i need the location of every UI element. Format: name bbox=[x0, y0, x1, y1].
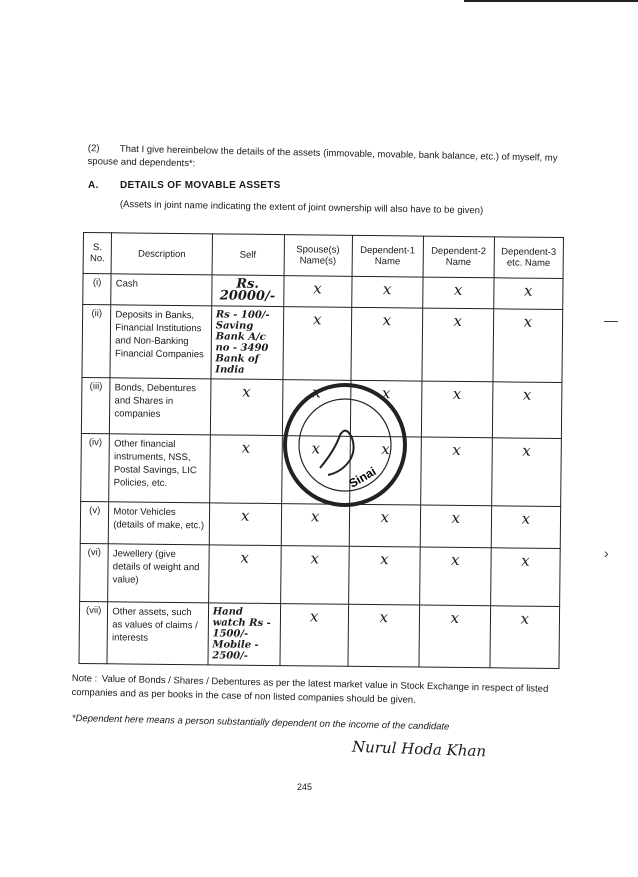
official-seal bbox=[280, 380, 410, 510]
col-spouse: Spouse(s) Name(s) bbox=[284, 235, 353, 277]
dependent-2-value bbox=[422, 308, 494, 382]
dependent-3-value bbox=[492, 382, 562, 439]
row-sno: (i) bbox=[83, 274, 112, 305]
dependent-footnote: *Dependent here means a person substantially dependent on the income of the candidate bbox=[71, 712, 450, 733]
margin-mark: › bbox=[604, 545, 609, 561]
row-sno: (vi) bbox=[80, 543, 109, 601]
dependent-3-value bbox=[490, 548, 560, 607]
handwritten-entry: Rs. 20000/- bbox=[219, 276, 276, 305]
row-description: Bonds, Debentures and Shares in companies bbox=[110, 378, 211, 435]
row-description: Other financial instruments, NSS, Postal Savings, LIC Policies, etc. bbox=[109, 434, 210, 503]
row-description: Deposits in Banks, Financial Institutions and Non-Banking Financial Companies bbox=[110, 305, 211, 379]
self-value bbox=[211, 275, 283, 307]
section-letter: A. bbox=[88, 180, 99, 191]
clause-2 bbox=[87, 142, 567, 178]
page-number: 245 bbox=[297, 782, 313, 792]
dependent-3-value bbox=[493, 278, 563, 310]
cross-mark: x bbox=[522, 441, 531, 460]
cross-mark: x bbox=[312, 310, 322, 329]
signature: Nurul Hoda Khan bbox=[351, 737, 487, 761]
table-header-row bbox=[83, 233, 563, 279]
dependent-2-value bbox=[420, 505, 491, 548]
dependent-3-value bbox=[490, 606, 560, 669]
cross-mark: x bbox=[453, 311, 463, 330]
cross-mark: x bbox=[452, 440, 461, 459]
cross-mark: x bbox=[379, 608, 389, 627]
row-description: Cash bbox=[111, 274, 212, 306]
row-description: Other assets, such as values of claims / interests bbox=[107, 602, 208, 665]
dependent-1-value bbox=[349, 504, 420, 547]
col-description: Description bbox=[111, 233, 212, 275]
cross-mark: x bbox=[382, 280, 392, 299]
note-block bbox=[71, 672, 558, 711]
cross-mark: x bbox=[453, 280, 463, 299]
cross-mark: x bbox=[452, 384, 462, 403]
col-sno: S. No. bbox=[83, 233, 112, 274]
dependent-2-value bbox=[423, 277, 494, 309]
dependent-3-value bbox=[491, 506, 561, 549]
seal-text: Sinai bbox=[346, 464, 379, 491]
self-value bbox=[208, 545, 280, 604]
section-title: DETAILS OF MOVABLE ASSETS bbox=[120, 180, 281, 191]
row-sno: (iii) bbox=[81, 377, 110, 433]
cross-mark: x bbox=[520, 609, 530, 628]
spouse-value bbox=[282, 307, 351, 381]
self-value bbox=[211, 306, 284, 380]
row-sno: (v) bbox=[80, 501, 109, 543]
row-sno: (ii) bbox=[82, 305, 111, 378]
cross-mark: x bbox=[523, 281, 533, 300]
seal-outer-ring bbox=[285, 385, 405, 505]
dependent-3-value bbox=[493, 309, 563, 383]
cross-mark: x bbox=[242, 382, 251, 401]
cross-mark: x bbox=[521, 509, 531, 528]
row-sno: (iv) bbox=[81, 433, 110, 501]
note-text: Value of Bonds / Shares / Debentures as per the latest market value in Stock Exchange in respect of listed companies and as per books in the case of non listed companies should be given. bbox=[71, 673, 549, 706]
cross-mark: x bbox=[310, 507, 320, 526]
cross-mark: x bbox=[523, 312, 533, 331]
dependent-3-value bbox=[491, 438, 561, 507]
cross-mark: x bbox=[381, 440, 390, 459]
cross-mark: x bbox=[382, 311, 392, 330]
dependent-1-value bbox=[351, 307, 423, 381]
seal-inner-ring bbox=[299, 399, 391, 491]
dependent-2-value bbox=[420, 437, 492, 506]
spouse-value bbox=[283, 276, 352, 308]
cross-mark: x bbox=[309, 607, 319, 626]
self-value bbox=[209, 435, 281, 504]
self-value bbox=[210, 379, 282, 436]
spouse-value bbox=[279, 604, 348, 667]
row-description: Motor Vehicles (details of make, etc.) bbox=[109, 502, 210, 545]
cross-mark: x bbox=[240, 506, 250, 525]
table-row bbox=[80, 543, 561, 606]
cross-mark: x bbox=[313, 279, 322, 298]
col-self: Self bbox=[212, 234, 284, 276]
dependent-1-value bbox=[352, 276, 423, 308]
cross-mark: x bbox=[522, 385, 532, 404]
dependent-2-value bbox=[421, 381, 493, 438]
clause-number: (2) bbox=[87, 142, 100, 155]
col-dependent-1: Dependent-1 Name bbox=[352, 235, 423, 277]
self-value bbox=[209, 503, 281, 546]
row-sno: (vii) bbox=[79, 601, 108, 663]
cross-mark: x bbox=[311, 439, 321, 458]
margin-mark: — bbox=[604, 312, 618, 328]
cross-mark: x bbox=[381, 384, 391, 403]
self-value bbox=[208, 603, 280, 666]
section-heading bbox=[88, 180, 281, 191]
row-description: Jewellery (give details of weight and value) bbox=[108, 544, 209, 603]
cross-mark: x bbox=[240, 548, 250, 567]
cross-mark: x bbox=[380, 508, 390, 527]
dependent-2-value bbox=[419, 605, 491, 668]
cross-mark: x bbox=[241, 438, 251, 457]
handwritten-entry: Rs - 100/- Saving Bank A/c no - 3490 Bank of India bbox=[215, 309, 270, 376]
joint-assets-note: (Assets in joint name indicating the extent of joint ownership will also have to be given) bbox=[119, 199, 484, 217]
cross-mark: x bbox=[450, 608, 460, 627]
col-dependent-2: Dependent-2 Name bbox=[423, 236, 494, 278]
dependent-1-value bbox=[348, 604, 420, 667]
table-row bbox=[79, 601, 560, 668]
cross-mark: x bbox=[380, 550, 389, 569]
table-row bbox=[82, 305, 563, 383]
dependent-1-value bbox=[348, 546, 420, 605]
col-dependent-3: Dependent-3 etc. Name bbox=[494, 237, 564, 279]
cross-mark: x bbox=[451, 508, 461, 527]
scan-edge-mark bbox=[464, 0, 638, 2]
handwritten-entry: Hand watch Rs - 1500/- Mobile - 2500/- bbox=[212, 606, 271, 662]
cross-mark: x bbox=[310, 549, 320, 568]
table-row bbox=[83, 274, 563, 310]
clause-text: That I give hereinbelow the details of the assets (immovable, movable, bank balance, etc.) of myself, my spouse and dependents*: bbox=[87, 143, 558, 170]
dependent-2-value bbox=[419, 547, 491, 606]
cross-mark: x bbox=[521, 551, 530, 570]
cross-mark: x bbox=[312, 383, 321, 402]
seal-emblem bbox=[320, 431, 354, 475]
note-label: Note : bbox=[71, 672, 98, 685]
cross-mark: x bbox=[451, 550, 460, 569]
spouse-value bbox=[280, 546, 349, 605]
